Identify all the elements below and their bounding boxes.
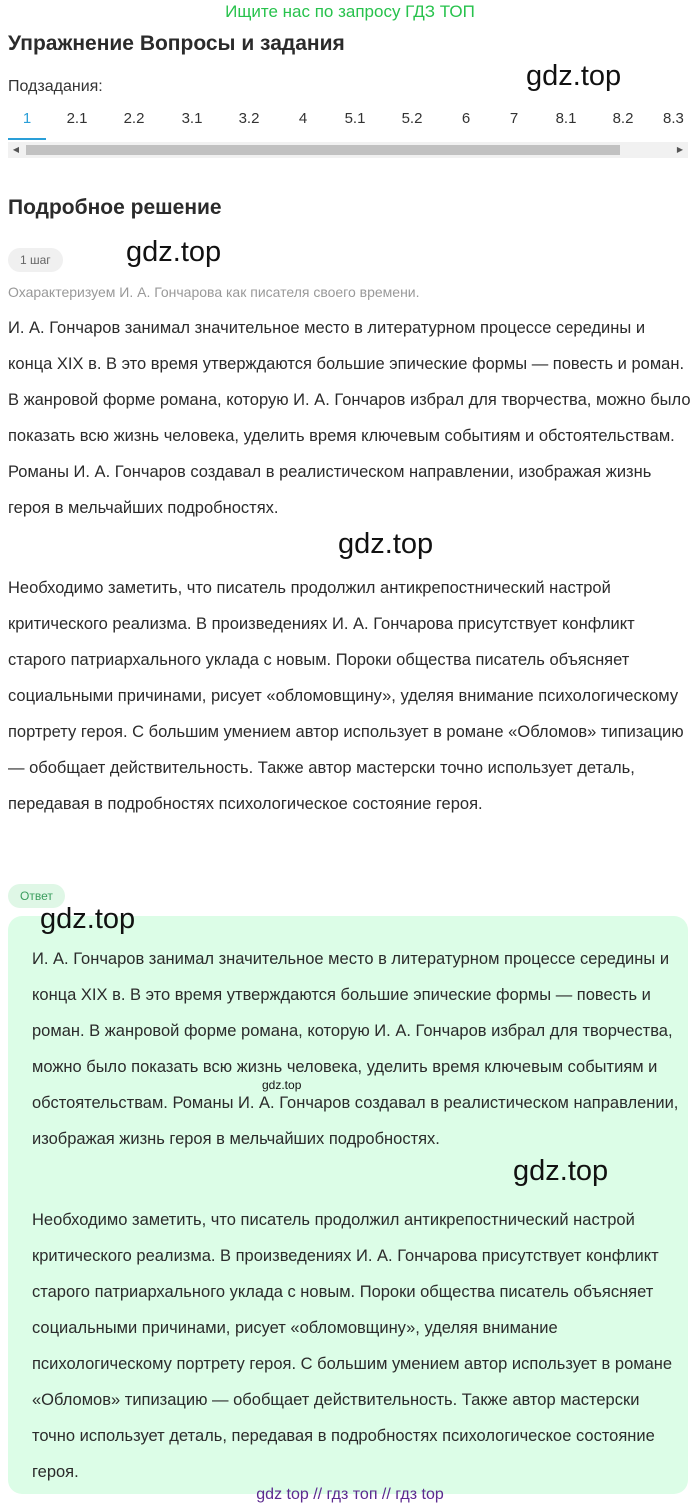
tab-3-2[interactable]: 3.2 [238, 110, 260, 127]
tab-3-1[interactable]: 3.1 [181, 110, 203, 127]
scroll-left-icon[interactable]: ◀ [12, 145, 20, 154]
tab-6[interactable]: 6 [461, 110, 471, 127]
watermark: gdz.top [513, 1155, 609, 1187]
tab-8-3[interactable]: 8.3 [663, 110, 684, 127]
step-badge: 1 шаг [8, 248, 63, 272]
active-tab-indicator [8, 138, 46, 140]
watermark: gdz.top [526, 60, 622, 92]
answer-badge: Ответ [8, 884, 65, 908]
tab-7[interactable]: 7 [509, 110, 519, 127]
tabs-scrollbar[interactable] [8, 142, 688, 158]
solution-paragraph-2: Необходимо заметить, что писатель продолжил антикрепостнический настрой критического реализма. В произведениях И. А. Гончарова присутствует конфликт старого патриархального уклада с новым. Пороки общества писатель объясняет социальными причинами, рисует «обломовщину», уделяя внимание психологическому портрету героя. С большим умением автор использует в романе «Обломов» типизацию — обобщает действительность. Также автор мастерски точно использует деталь, передавая в подробностях психологическое состояние героя. [8, 579, 684, 813]
answer-paragraph-2: Необходимо заметить, что писатель продолжил антикрепостнический настрой критического реализма. В произведениях И. А. Гончарова присутствует конфликт старого патриархального уклада с новым. Пороки общества писатель объясняет социальными причинами, рисует «обломовщину», уделяя внимание психологическому портрету героя. С большим умением автор использует в романе «Обломов» типизацию — обобщает действительность. Также автор мастерски точно использует деталь, передавая в подробностях психологическое состояние героя. [32, 1211, 673, 1481]
watermark: gdz.top [40, 903, 136, 935]
tab-5-2[interactable]: 5.2 [401, 110, 423, 127]
watermark: gdz.top [126, 236, 222, 268]
watermark-small: gdz.top [262, 1078, 302, 1092]
answer-paragraph-1: И. А. Гончаров занимал значительное место в литературном процессе середины и конца XIX в. В это время утверждаются большие эпические формы — повесть и роман. В жанровой форме романа, которую И. А. Гончаров избрал для творчества, можно было показать всю жизнь человека, уделить время ключевым событиям и обстоятельствам. Романы И. А. Гончаров создавал в реалистическом направлении, изображая жизнь героя в мельчайших подробностях. [32, 950, 679, 1148]
step-caption: Охарактеризуем И. А. Гончарова как писателя своего времени. [8, 284, 420, 300]
tab-2-2[interactable]: 2.2 [123, 110, 145, 127]
tab-4[interactable]: 4 [298, 110, 308, 127]
tab-1[interactable]: 1 [22, 110, 32, 127]
subtasks-label: Подзадания: [8, 78, 103, 95]
exercise-title: Упражнение Вопросы и задания [8, 32, 345, 55]
footer-links: gdz top // гдз топ // гдз top [256, 1486, 444, 1503]
scroll-right-icon[interactable]: ▶ [676, 145, 684, 154]
scrollbar-thumb[interactable] [26, 145, 620, 155]
search-banner: Ищите нас по запросу ГДЗ ТОП [225, 2, 475, 21]
section-title: Подробное решение [8, 196, 222, 219]
tab-8-1[interactable]: 8.1 [555, 110, 577, 127]
tab-5-1[interactable]: 5.1 [344, 110, 366, 127]
solution-paragraph-1: И. А. Гончаров занимал значительное место в литературном процессе середины и конца XIX в. В это время утверждаются большие эпические формы — повесть и роман. В жанровой форме романа, которую И. А. Гончаров избрал для творчества, можно было показать всю жизнь человека, уделить время ключевым событиям и обстоятельствам. Романы И. А. Гончаров создавал в реалистическом направлении, изображая жизнь героя в мельчайших подробностях. [8, 319, 691, 517]
tab-2-1[interactable]: 2.1 [66, 110, 88, 127]
tab-8-2[interactable]: 8.2 [612, 110, 634, 127]
watermark: gdz.top [338, 528, 434, 560]
